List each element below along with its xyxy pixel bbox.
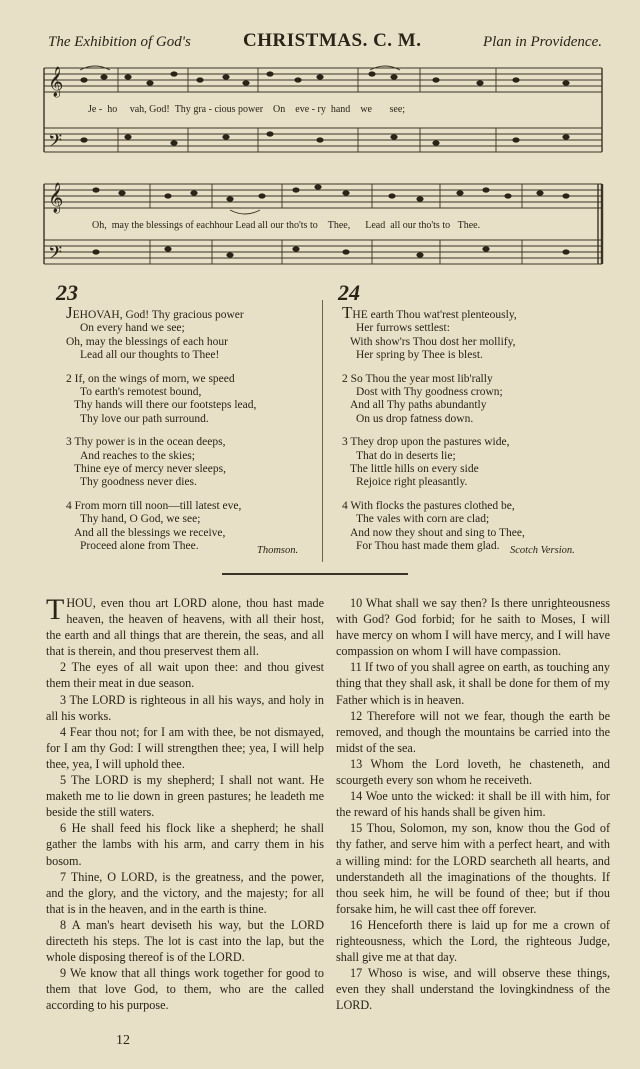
verse-line: To earth's remotest bound, (80, 386, 202, 399)
drop-cap: T (342, 303, 353, 322)
lyric-syllable: - (208, 104, 212, 115)
lyric-syllable: our (270, 220, 284, 231)
reading-paragraph: 5 The LORD is my shepherd; I shall not want. He maketh me to lie down in green pastures; he leadeth me beside the still waters. (46, 773, 324, 820)
lyric-syllable: may the (111, 220, 144, 231)
lyric-syllable: gra (193, 104, 207, 115)
lyric-syllable: all (390, 220, 401, 231)
lyric-syllable: God! (149, 104, 170, 115)
verse-line: 4 From morn till noon—till latest eve, (66, 499, 242, 512)
verse-line: Thy goodness never dies. (80, 476, 197, 489)
verse-line: 3 Thy power is in the ocean deeps, (66, 436, 226, 449)
hymn-number: 24 (338, 280, 360, 305)
verse-line: 4 With flocks the pastures clothed be, (342, 499, 515, 512)
lyric-syllable: to (442, 220, 451, 231)
header-left: The Exhibition of God's (48, 34, 191, 50)
lyric-syllable: Lead (235, 220, 256, 231)
drop-cap: T (46, 593, 65, 626)
reading-paragraph: 16 Henceforth there is laid up for me a crown of righteousness, which the Lord, the righteous Judge, shall give me at that day. (336, 917, 610, 965)
verse-line: And all Thy paths abundantly (350, 399, 487, 412)
verse-line (66, 303, 316, 322)
lyric-syllable: ho (107, 104, 118, 115)
drop-cap: J (66, 303, 73, 322)
svg-text:𝄞: 𝄞 (48, 67, 64, 97)
lyric-syllable: cious (214, 104, 236, 115)
reading-paragraph: 11 If two of you shall agree on earth, as touching any thing that they shall ask, it shall be done for them of my Father which is in heaven. (336, 660, 610, 707)
verse-text: HE earth Thou wat'rest plenteously, (352, 309, 517, 321)
verse-line: And reaches to the skies; (80, 449, 195, 462)
verse-line: Thy love our path surround. (80, 412, 209, 425)
lyric-syllable: On (273, 104, 286, 115)
verse-line: Rejoice right pleasantly. (356, 476, 468, 489)
verse-line: And all the blessings we receive, (74, 526, 226, 539)
hymn-23-text (66, 303, 316, 554)
verse-line: Oh, may the blessings of each hour (66, 335, 228, 348)
verse-line: Her spring by Thee is blest. (356, 349, 483, 362)
verse-line: On us drop fatness down. (356, 412, 474, 425)
verse-line: Thy hand, O God, we see; (80, 513, 201, 526)
lyric-syllable: Thee. (457, 220, 481, 231)
reading-paragraph: 6 He shall feed his flock like a shepherd; he shall gather the lambs with his arm, and carry them in his bosom. (46, 821, 324, 868)
verse-line: Dost with Thy goodness crown; (356, 386, 503, 399)
reading-paragraph: 9 We know that all things work together for good to them that love God, to them, who are the called according to his purpose. (46, 966, 324, 1013)
header-right: Plan in Providence. (483, 34, 602, 50)
lyric-syllable: tho'ts (286, 220, 308, 231)
reading-paragraph: 2 The eyes of all wait upon thee: and thou givest them their meat in due season. (46, 660, 324, 691)
verse-line: Thine eye of mercy never sleeps, (74, 463, 226, 476)
reading-paragraph: 12 Therefore will not we fear, though the earth be removed, and though the mountains be carried into the midst of the sea. (336, 708, 610, 755)
lyric-syllable: Thee, (327, 220, 351, 231)
lyric-syllable: vah, (129, 104, 147, 115)
reading-left-column (46, 595, 324, 1013)
lyric-syllable: hand (330, 104, 351, 115)
lyrics-line-1 (88, 104, 405, 115)
lyric-syllable: each (196, 220, 215, 231)
verse-line: Proceed alone from Thee. (80, 540, 199, 553)
lyric-syllable: see; (389, 104, 406, 115)
reading-text: HOU, even thou art LORD alone, thou hast made heaven, the heaven of heavens, with all their host, the earth and all things that are therein, the seas, and all that is therein, and thou preservest them all. (46, 596, 324, 659)
reading-paragraph: 7 Thine, O LORD, is the greatness, and the power, and the glory, and the victory, and the majesty; for all that is in the heaven, and in the earth is thine. (46, 869, 324, 916)
verse-line: Her furrows settlest: (356, 322, 450, 335)
verse-line: The vales with corn are clad; (356, 513, 490, 526)
lyric-syllable: eve (295, 104, 310, 115)
lyric-syllable: tho'ts (418, 220, 440, 231)
lyric-syllable: - (311, 104, 316, 115)
verse-line: That do in deserts lie; (356, 449, 456, 462)
section-rule (222, 573, 408, 575)
music-system-1 (0, 60, 640, 170)
verse-line: Thy hands will there our footsteps lead, (74, 399, 257, 412)
lyric-syllable: - (98, 104, 103, 115)
svg-text:𝄞: 𝄞 (48, 183, 64, 213)
reading-paragraph: 14 Woe unto the wicked: it shall be ill with him, for the reward of his hands shall be given him. (336, 789, 610, 820)
reading-paragraph: 17 Whoso is wise, and will observe these things, even they shall understand the lovingkindness of the LORD. (336, 966, 610, 1013)
lyric-syllable: power (238, 104, 264, 115)
verse-line: For Thou hast made them glad. (356, 540, 500, 553)
reading-paragraph: 13 Whom the Lord loveth, he chasteneth, and scourgeth every son whom he receiveth. (336, 756, 610, 788)
reading-paragraph: 10 What shall we say then? Is there unrighteousness with God? God forbid; for he saith to Moses, I will have mercy on whom I will have mercy, and I will have compassion on whom I will have compassion. (336, 596, 610, 659)
reading-paragraph (46, 595, 324, 659)
page-number: 12 (116, 1033, 130, 1048)
hymn-24-author: Scotch Version. (510, 545, 575, 556)
column-divider (322, 300, 323, 562)
tune-title: CHRISTMAS. C. M. (243, 30, 422, 51)
verse-line: With show'rs Thou dost her mollify, (350, 335, 516, 348)
reading-paragraph: 4 Fear thou not; for I am with thee, be not dismayed, for I am thy God: I will strengthen thee; yea, I will help thee, yea, I will uphold thee. (46, 724, 324, 771)
verse-line: 2 If, on the wings of morn, we speed (66, 372, 235, 385)
verse-line: 2 So Thou the year most lib'rally (342, 372, 493, 385)
svg-text:𝄢: 𝄢 (48, 243, 63, 268)
verse-line: Lead all our thoughts to Thee! (80, 349, 220, 362)
lyric-syllable: to (309, 220, 318, 231)
verse-line (342, 303, 602, 322)
verse-line: On every hand we see; (80, 322, 185, 335)
lyric-syllable: Thy (174, 104, 191, 115)
lyric-syllable: Je (88, 104, 97, 115)
verse-line: And now they shout and sing to Thee, (350, 526, 525, 539)
lyric-syllable: Lead (365, 220, 386, 231)
page-header (48, 30, 602, 54)
lyric-syllable: our (402, 220, 417, 231)
lyric-syllable: ry (317, 104, 326, 115)
lyric-syllable: all (257, 220, 268, 231)
lyric-syllable: hour (214, 220, 233, 231)
svg-text:𝄢: 𝄢 (48, 131, 63, 156)
lyric-syllable: blessings (146, 220, 183, 231)
hymn-23-author: Thomson. (257, 545, 299, 556)
reading-right-column (336, 595, 610, 1013)
hymn-number: 23 (56, 280, 78, 305)
reading-paragraph: 8 A man's heart deviseth his way, but the LORD directeth his steps. The lot is cast into the lap, but the whole disposing thereof is of the LORD. (46, 917, 324, 965)
verse-text: EHOVAH, God! Thy gracious power (72, 309, 244, 321)
lyric-syllable: we (360, 104, 372, 115)
verse-line: 3 They drop upon the pastures wide, (342, 436, 510, 449)
reading-paragraph: 15 Thou, Solomon, my son, know thou the God of thy father, and serve him with a perfect heart, and with a willing mind: for the LORD searcheth all hearts, and understandeth all the imaginations of the thoughts. If thou seek him, he will be found of thee; but if thou forsake him, he will cast thee off forever. (336, 821, 610, 916)
hymn-24-text (342, 303, 602, 554)
lyrics-line-2 (92, 220, 480, 231)
lyric-syllable: Oh, (92, 220, 107, 231)
reading-paragraph: 3 The LORD is righteous in all his ways, and holy in all his works. (46, 692, 324, 723)
verse-line: The little hills on every side (350, 463, 479, 476)
lyric-syllable: of (185, 220, 194, 231)
